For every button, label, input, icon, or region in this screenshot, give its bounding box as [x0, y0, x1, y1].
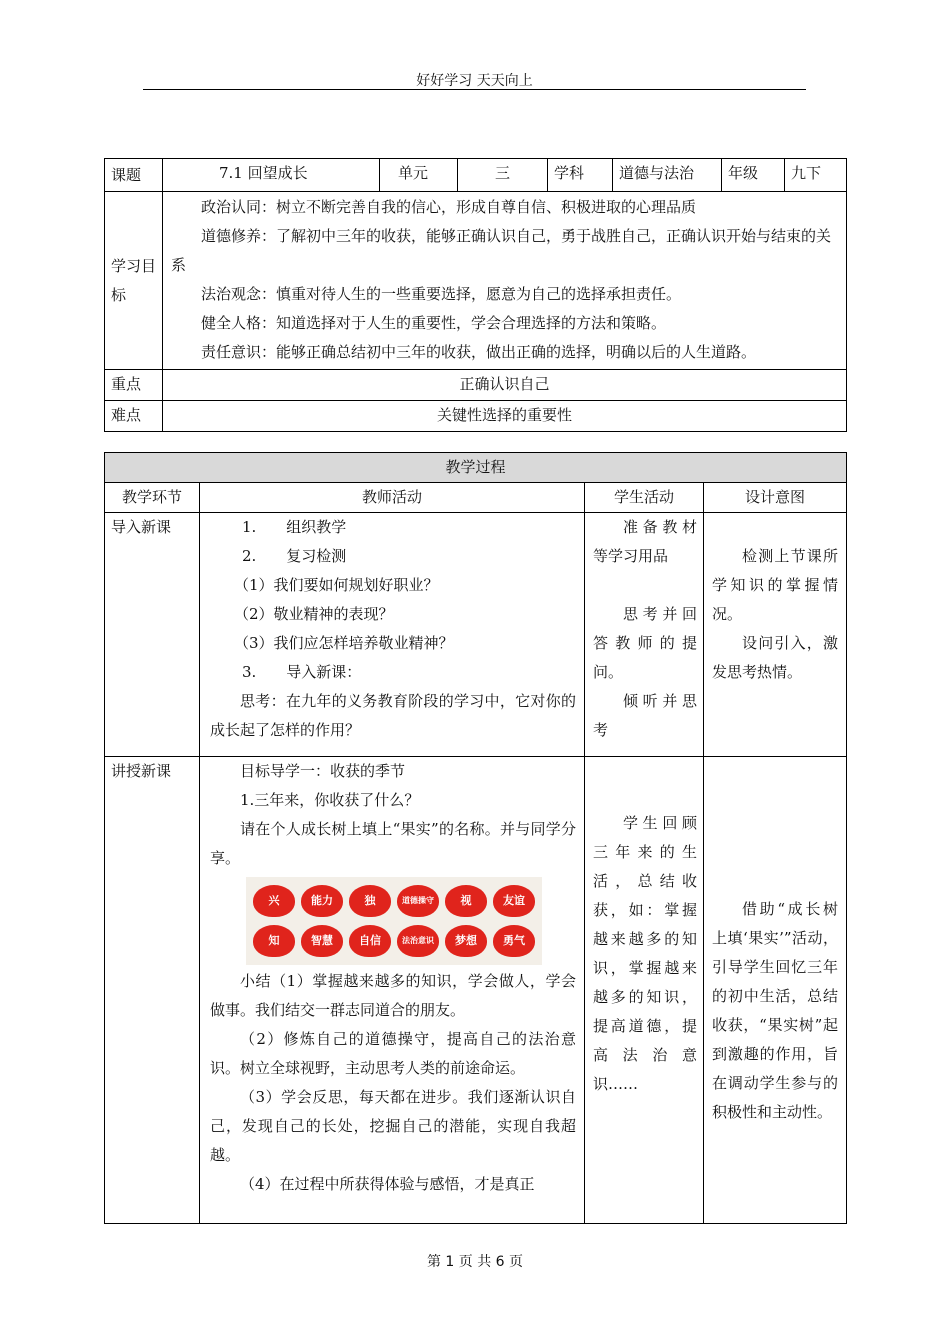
key-point-value: 正确认识自己 [163, 370, 847, 401]
teacher-step: 3. 导入新课： [242, 663, 362, 681]
apple-fruit: 梦想 [445, 925, 487, 957]
subject-value: 道德与法治 [613, 159, 722, 192]
student-activity: 思考并回答教师的提问。 [593, 605, 697, 681]
topic-label: 课题 [105, 159, 163, 192]
intro-teacher-activity [200, 513, 585, 757]
goals-label: 学习目标 [105, 192, 163, 370]
apple-fruit: 法治意识 [397, 925, 439, 957]
intro-design-intent [704, 513, 847, 757]
lecture-summary: 小结（1）掌握越来越多的知识，学会做人，学会做事。我们结交一群志同道合的朋友。 [210, 972, 576, 1019]
teacher-question: （3）我们应怎样培养敬业精神？ [234, 634, 454, 652]
lecture-task: 请在个人成长树上填上“果实”的名称。并与同学分享。 [210, 820, 576, 867]
goal-item: 健全人格：知道选择对于人生的重要性，学会合理选择的方法和策略。 [201, 314, 667, 332]
growth-tree-image [246, 877, 542, 965]
teacher-question: （2）敬业精神的表现？ [234, 605, 394, 623]
key-point-label: 重点 [105, 370, 163, 401]
apple-fruit: 独 [349, 885, 391, 917]
lecture-summary: （4）在过程中所获得体验与感悟，才是真正 [240, 1175, 535, 1193]
apple-fruit: 智慧 [301, 925, 343, 957]
unit-label: 单元 [380, 159, 458, 192]
teaching-process-table [104, 452, 847, 1224]
column-header: 教师活动 [200, 483, 585, 513]
process-title: 教学过程 [105, 453, 847, 483]
goal-item: 道德修养：了解初中三年的收获，能够正确认识自己，勇于战胜自己，正确认识开始与结束的关系 [171, 227, 832, 274]
header-divider [143, 89, 806, 90]
grade-value: 九下 [785, 159, 847, 192]
lecture-goal: 目标导学一：收获的季节 [240, 762, 406, 780]
design-intent: 检测上节课所学知识的掌握情况。 [712, 547, 839, 623]
apple-fruit: 视 [445, 885, 487, 917]
apple-fruit: 知 [253, 925, 295, 957]
apple-fruit: 道德操守 [397, 885, 439, 917]
goals-cell [163, 192, 847, 370]
page-footer: 第 1 页 共 6 页 [426, 1254, 524, 1270]
teacher-question: （1）我们要如何规划好职业？ [234, 576, 439, 594]
stage-lecture: 讲授新课 [105, 757, 200, 1224]
unit-value: 三 [458, 159, 548, 192]
lecture-student-activity [585, 757, 704, 1224]
stage-intro: 导入新课 [105, 513, 200, 757]
intro-student-activity [585, 513, 704, 757]
page-header: 好好学习 天天向上 [416, 73, 533, 89]
design-intent: 设问引入，激发思考热情。 [712, 634, 839, 681]
lecture-design-intent [704, 757, 847, 1224]
lesson-info-table [104, 158, 847, 432]
apple-fruit: 勇气 [493, 925, 535, 957]
lecture-summary: （2）修炼自己的道德操守，提高自己的法治意识。树立全球视野，主动思考人类的前途命运。 [210, 1030, 576, 1077]
lecture-question: 1.三年来，你收获了什么？ [240, 791, 420, 809]
difficulty-label: 难点 [105, 401, 163, 432]
column-header: 学生活动 [585, 483, 704, 513]
grade-label: 年级 [722, 159, 785, 192]
teacher-step: 1. 组织教学 [242, 518, 347, 536]
design-intent: 借助“成长树上填‘果实’”活动，引导学生回忆三年的初中生活，总结收获，“果实树”起到激趣的作用，旨在调动学生参与的积极性和主动性。 [712, 900, 839, 1121]
apple-fruit: 自信 [349, 925, 391, 957]
teacher-step: 2. 复习检测 [242, 547, 347, 565]
lecture-teacher-activity [200, 757, 585, 1224]
topic-value: 7.1 回望成长 [163, 159, 380, 192]
apple-fruit: 友谊 [493, 885, 535, 917]
column-header: 教学环节 [105, 483, 200, 513]
student-activity: 学生回顾三年来的生活，总结收获，如：掌握越来越多的知识，掌握越来越多的知识，提高道德，提高法治意识…… [593, 814, 697, 1093]
student-activity: 准备教材等学习用品 [593, 518, 697, 565]
column-header: 设计意图 [704, 483, 847, 513]
apple-fruit: 能力 [301, 885, 343, 917]
apple-fruit: 兴 [253, 885, 295, 917]
goal-item: 法治观念：慎重对待人生的一些重要选择，愿意为自己的选择承担责任。 [201, 285, 682, 303]
student-activity: 倾听并思考 [593, 692, 697, 739]
goal-item: 政治认同：树立不断完善自我的信心，形成自尊自信、积极进取的心理品质 [201, 198, 697, 216]
lecture-summary: （3）学会反思，每天都在进步。我们逐渐认识自己，发现自己的长处，挖掘自己的潜能，实现自我超越。 [210, 1088, 576, 1164]
teacher-prompt: 思考：在九年的义务教育阶段的学习中，它对你的成长起了怎样的作用？ [210, 692, 576, 739]
difficulty-value: 关键性选择的重要性 [163, 401, 847, 432]
subject-label: 学科 [548, 159, 613, 192]
goal-item: 责任意识：能够正确总结初中三年的收获，做出正确的选择，明确以后的人生道路。 [201, 343, 757, 361]
